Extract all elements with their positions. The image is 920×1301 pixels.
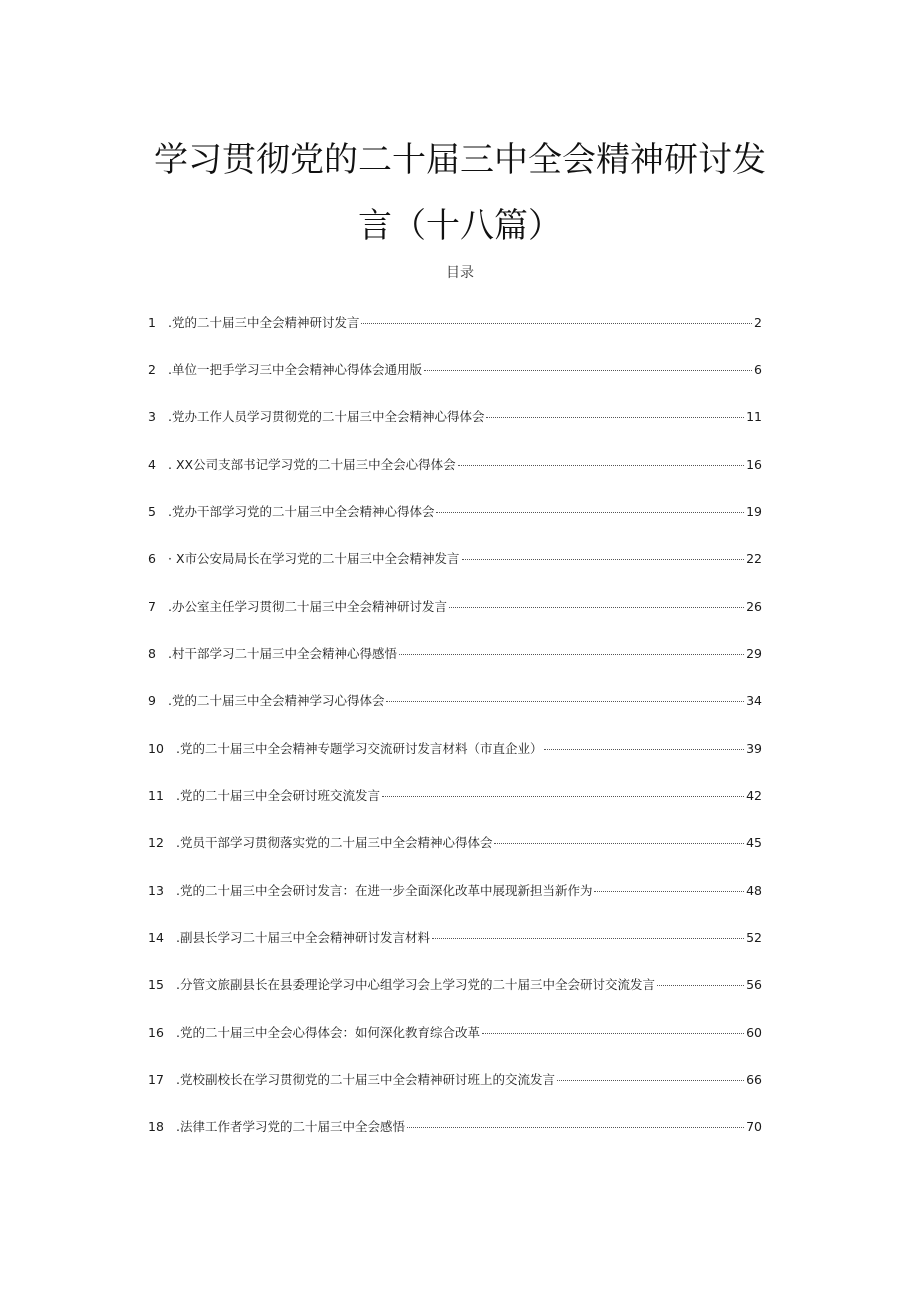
toc-entry-number: 16 (148, 1025, 164, 1040)
toc-entry[interactable] (148, 455, 762, 475)
toc-entry-leader (486, 417, 744, 418)
toc-entry-leader (432, 938, 744, 939)
toc-entry-leader (382, 796, 744, 797)
toc-entry-number: 15 (148, 977, 164, 992)
toc-entry-page: 16 (746, 457, 762, 472)
document-title-line2: 言（十八篇） (358, 206, 562, 246)
toc-entry-number: 17 (148, 1072, 164, 1087)
toc-entry-page: 70 (746, 1119, 762, 1134)
toc-entry-leader (494, 843, 744, 844)
toc-entry-title: .村干部学习二十届三中全会精神心得感悟 (168, 646, 397, 661)
toc-entry-leader (386, 701, 744, 702)
toc-entry-page: 29 (746, 646, 762, 661)
toc-entry-title: .党办工作人员学习贯彻党的二十届三中全会精神心得体会 (168, 409, 485, 424)
toc-entry-leader (361, 323, 752, 324)
toc-entry-title: . XX公司支部书记学习党的二十届三中全会心得体会 (168, 457, 456, 472)
toc-entry-number: 2 (148, 362, 156, 377)
toc-entry-leader (407, 1127, 744, 1128)
toc-entry[interactable] (148, 597, 762, 617)
toc-entry-page: 26 (746, 599, 762, 614)
toc-entry-leader (482, 1033, 744, 1034)
toc-entry[interactable] (148, 691, 762, 711)
toc-entry-page: 19 (746, 504, 762, 519)
toc-entry[interactable] (148, 739, 762, 759)
toc-entry-title: · X市公安局局长在学习党的二十届三中全会精神发言 (168, 551, 460, 566)
toc-entry[interactable] (148, 975, 762, 995)
toc-entry-page: 22 (746, 551, 762, 566)
toc-entry-leader (657, 985, 744, 986)
toc-entry[interactable] (148, 407, 762, 427)
document-title-line1: 学习贯彻党的二十届三中全会精神研讨发 (154, 140, 766, 180)
toc-entry-title: .党的二十届三中全会精神专题学习交流研讨发言材料（市直企业） (176, 741, 543, 756)
toc-entry-page: 6 (754, 362, 762, 377)
toc-entry-page: 48 (746, 883, 762, 898)
toc-entry-leader (399, 654, 744, 655)
toc-heading: 目录 (446, 265, 474, 281)
toc-entry-page: 52 (746, 930, 762, 945)
toc-entry[interactable] (148, 881, 762, 901)
toc-entry-page: 2 (754, 315, 762, 330)
toc-entry-leader (594, 891, 744, 892)
toc-entry-number: 18 (148, 1119, 164, 1134)
toc-entry-page: 56 (746, 977, 762, 992)
toc-entry[interactable] (148, 1023, 762, 1043)
toc-entry-number: 10 (148, 741, 164, 756)
toc-entry[interactable] (148, 502, 762, 522)
toc-entry-number: 6 (148, 551, 156, 566)
toc-entry-page: 66 (746, 1072, 762, 1087)
toc-entry[interactable] (148, 833, 762, 853)
toc-entry-leader (424, 370, 752, 371)
toc-entry-leader (458, 465, 745, 466)
toc-entry-title: .党校副校长在学习贯彻党的二十届三中全会精神研讨班上的交流发言 (176, 1072, 555, 1087)
toc-entry-title: .党的二十届三中全会研讨班交流发言 (176, 788, 380, 803)
toc-entry-page: 60 (746, 1025, 762, 1040)
toc-entry-title: .党的二十届三中全会精神研讨发言 (168, 315, 360, 330)
toc-entry-page: 42 (746, 788, 762, 803)
toc-entry-page: 39 (746, 741, 762, 756)
toc-entry-page: 45 (746, 835, 762, 850)
toc-entry[interactable] (148, 549, 762, 569)
toc-entry[interactable] (148, 313, 762, 333)
toc-entry-number: 12 (148, 835, 164, 850)
toc-entry-leader (544, 749, 744, 750)
toc-entry-number: 14 (148, 930, 164, 945)
toc-entry-page: 11 (746, 409, 762, 424)
toc-entry-number: 5 (148, 504, 156, 519)
toc-entry-title: .分管文旅副县长在县委理论学习中心组学习会上学习党的二十届三中全会研讨交流发言 (176, 977, 655, 992)
toc-entry-number: 3 (148, 409, 156, 424)
toc-entry-number: 9 (148, 693, 156, 708)
toc-entry-leader (436, 512, 744, 513)
toc-entry-leader (557, 1080, 744, 1081)
toc-entry-page: 34 (746, 693, 762, 708)
toc-entry-title: .党的二十届三中全会心得体会：如何深化教育综合改革 (176, 1025, 480, 1040)
toc-entry[interactable] (148, 1117, 762, 1137)
toc-entry[interactable] (148, 644, 762, 664)
toc-entry-title: .党的二十届三中全会精神学习心得体会 (168, 693, 385, 708)
toc-entry-title: .党员干部学习贯彻落实党的二十届三中全会精神心得体会 (176, 835, 493, 850)
toc-entry-title: .单位一把手学习三中全会精神心得体会通用版 (168, 362, 422, 377)
toc-entry-number: 11 (148, 788, 164, 803)
toc-entry-title: .副县长学习二十届三中全会精神研讨发言材料 (176, 930, 430, 945)
toc-entry-title: .党办干部学习党的二十届三中全会精神心得体会 (168, 504, 435, 519)
toc-entry-title: .法律工作者学习党的二十届三中全会感悟 (176, 1119, 405, 1134)
toc-entry-number: 13 (148, 883, 164, 898)
toc-entry-number: 4 (148, 457, 156, 472)
toc-entry-number: 8 (148, 646, 156, 661)
toc-entry-number: 1 (148, 315, 156, 330)
toc-entry[interactable] (148, 786, 762, 806)
toc-entry[interactable] (148, 928, 762, 948)
toc-entry-leader (462, 559, 745, 560)
toc-entry[interactable] (148, 1070, 762, 1090)
toc-entry[interactable] (148, 360, 762, 380)
toc-entry-title: .办公室主任学习贯彻二十届三中全会精神研讨发言 (168, 599, 447, 614)
toc-entry-leader (449, 607, 744, 608)
toc-entry-title: .党的二十届三中全会研讨发言：在进一步全面深化改革中展现新担当新作为 (176, 883, 593, 898)
toc-entry-number: 7 (148, 599, 156, 614)
